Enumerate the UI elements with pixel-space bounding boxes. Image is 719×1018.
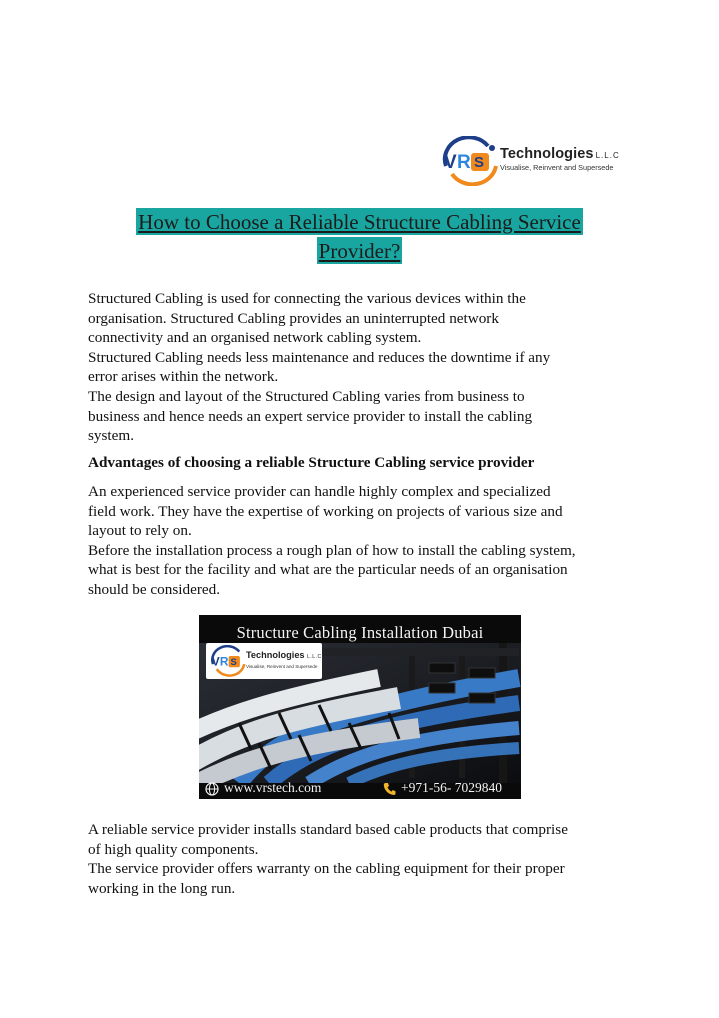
text-line: should be considered.: [88, 580, 221, 598]
svg-text:R: R: [219, 654, 229, 669]
vrs-logo-icon: [438, 136, 502, 186]
text-line: Structured Cabling is used for connecting the various devices within the: [88, 290, 526, 307]
text-line: Structured Cabling needs less maintenance and reduces the downtime if any: [88, 348, 551, 366]
text-line: organisation. Structured Cabling provides an uninterrupted network: [88, 309, 499, 327]
text-line: layout to rely on.: [88, 522, 192, 540]
text-line: connectivity and an organised network cabling system.: [88, 329, 422, 347]
svg-text:V: V: [211, 654, 220, 669]
banner-logo: [206, 643, 322, 679]
svg-text:R: R: [457, 152, 471, 173]
svg-text:S: S: [230, 656, 237, 667]
company-logo: [438, 136, 638, 186]
closing-paragraph: [88, 820, 648, 898]
banner-footer: [199, 777, 521, 799]
intro-paragraph: [88, 289, 648, 446]
text-line: A reliable service provider installs standard based cable products that comprise: [88, 821, 568, 838]
banner-website: www.vrstech.com: [205, 780, 321, 796]
text-line: The service provider offers warranty on the cabling equipment for their proper: [88, 860, 565, 878]
svg-text:V: V: [444, 152, 457, 173]
text-line: system.: [88, 427, 134, 445]
text-line: field work. They have the expertise of working on projects of various size and: [88, 502, 563, 520]
text-line: working in the long run.: [88, 879, 236, 897]
text-line: Before the installation process a rough plan of how to install the cabling system,: [88, 541, 576, 559]
section-heading: Advantages of choosing a reliable Structure Cabling service provider: [88, 454, 535, 471]
vrs-logo-icon: [208, 645, 248, 677]
text-line: business and hence needs an expert service provider to install the cabling: [88, 407, 533, 425]
text-line: The design and layout of the Structured Cabling varies from business to: [88, 387, 525, 405]
logo-text: [500, 146, 620, 172]
advantages-paragraph: [88, 482, 648, 600]
page-title: [60, 208, 659, 264]
text-line: what is best for the facility and what are the particular needs of an organisation: [88, 561, 568, 579]
svg-text:S: S: [474, 154, 485, 171]
banner-phone: +971-56- 7029840: [383, 780, 502, 796]
banner-logo-name: Technologies L.L.C: [246, 650, 322, 660]
banner-title: Structure Cabling Installation Dubai: [236, 623, 484, 642]
text-line: An experienced service provider can handle highly complex and specialized: [88, 483, 551, 500]
text-line: error arises within the network.: [88, 368, 279, 386]
globe-icon: [205, 782, 219, 796]
title-line-1: How to Choose a Reliable Structure Cabling Service: [138, 210, 581, 234]
banner-logo-tagline: Visualise, Reinvent and Supersede: [246, 664, 318, 669]
logo-name: Technologies L.L.C: [500, 146, 620, 162]
banner-image: [199, 615, 521, 799]
logo-tagline: Visualise, Reinvent and Supersede: [500, 163, 614, 172]
title-line-2: Provider?: [318, 239, 401, 263]
text-line: of high quality components.: [88, 840, 259, 858]
phone-icon: [383, 782, 396, 796]
